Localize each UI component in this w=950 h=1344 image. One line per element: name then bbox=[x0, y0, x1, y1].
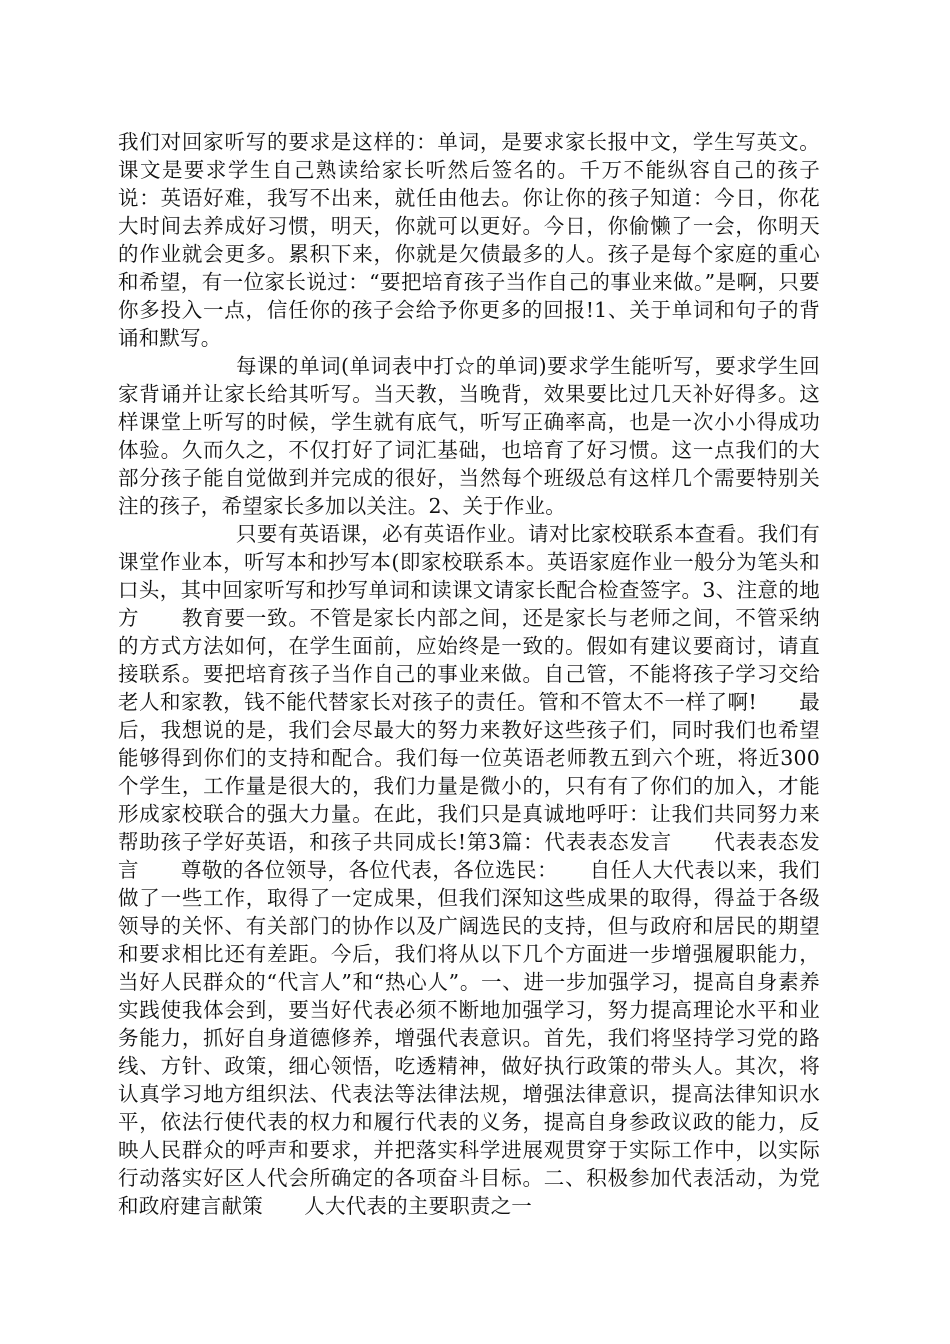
document-page bbox=[118, 128, 862, 1220]
paragraph-homework-dictation: 我们对回家听写的要求是这样的：单词，是要求家长报中文，学生写英文。课文是要求学生自己熟读给家长听然后签名的。千万不能纵容自己的孩子说：英语好难，我写不出来，就任由他去。你让你的孩子知道：今日，你花大时间去养成好习惯，明天，你就可以更好。今日，你偷懒了一会，你明天的作业就会更多。累积下来，你就是欠债最多的人。孩子是每个家庭的重心和希望，有一位家长说过：“要把培育孩子当作自己的事业来做。”是啊，只要你多投入一点，信任你的孩子会给予你更多的回报!1、关于单词和句子的背诵和默写。 bbox=[118, 130, 820, 350]
paragraph-word-dictation: 每课的单词(单词表中打☆的单词)要求学生能听写，要求学生回家背诵并让家长给其听写。当天教，当晚背，效果要比过几天补好得多。这样课堂上听写的时候，学生就有底气，听写正确率高，也是一次小小得成功体验。久而久之，不仅打好了词汇基础，也培育了好习惯。这一点我们的大部分孩子能自觉做到并完成的很好，当然每个班级总有这样几个需要特别关注的孩子，希望家长多加以关注。2、关于作业。 bbox=[118, 354, 820, 518]
paragraph-english-homework: 只要有英语课，必有英语作业。请对比家校联系本查看。我们有课堂作业本，听写本和抄写本(即家校联系本。英语家庭作业一般分为笔头和口头，其中回家听写和抄写单词和读课文请家长配合检查签字。3、注意的地方 教育要一致。不管是家长内部之间，还是家长与老师之间，不管采纳的方式方法如何，在学生面前，应始终是一致的。假如有建议要商讨，请直接联系。要把培育孩子当作自己的事业来做。自己管，不能将孩子学习交给老人和家教，钱不能代替家长对孩子的责任。管和不管太不一样了啊! 最后，我想说的是，我们会尽最大的努力来教好这些孩子们，同时我们也希望能够得到你们的支持和配合。我们每一位英语老师教五到六个班，将近300个学生，工作量是很大的，我们力量是微小的，只有有了你们的加入，才能形成家校联合的强大力量。在此，我们只是真诚地呼吁：让我们共同努力来帮助孩子学好英语，和孩子共同成长!第3篇：代表表态发言 代表表态发言 尊敬的各位领导，各位代表，各位选民： 自任人大代表以来，我们做了一些工作，取得了一定成果，但我们深知这些成果的取得，得益于各级领导的关怀、有关部门的协作以及广阔选民的支持，但与政府和居民的期望和要求相比还有差距。今后，我们将从以下几个方面进一步增强履职能力，当好人民群众的“代言人”和“热心人”。一、进一步加强学习，提高自身素养 实践使我体会到，要当好代表必须不断地加强学习，努力提高理论水平和业务能力，抓好自身道德修养，增强代表意识。首先，我们将坚持学习党的路线、方针、政策，细心领悟，吃透精神，做好执行政策的带头人。其次，将认真学习地方组织法、代表法等法律法规，增强法律意识，提高法律知识水平，依法行使代表的权力和履行代表的义务，提高自身参政议政的能力，反映人民群众的呼声和要求，并把落实科学进展观贯穿于实际工作中，以实际行动落实好区人代会所确定的各项奋斗目标。二、积极参加代表活动，为党和政府建言献策 人大代表的主要职责之一 bbox=[118, 522, 862, 1218]
